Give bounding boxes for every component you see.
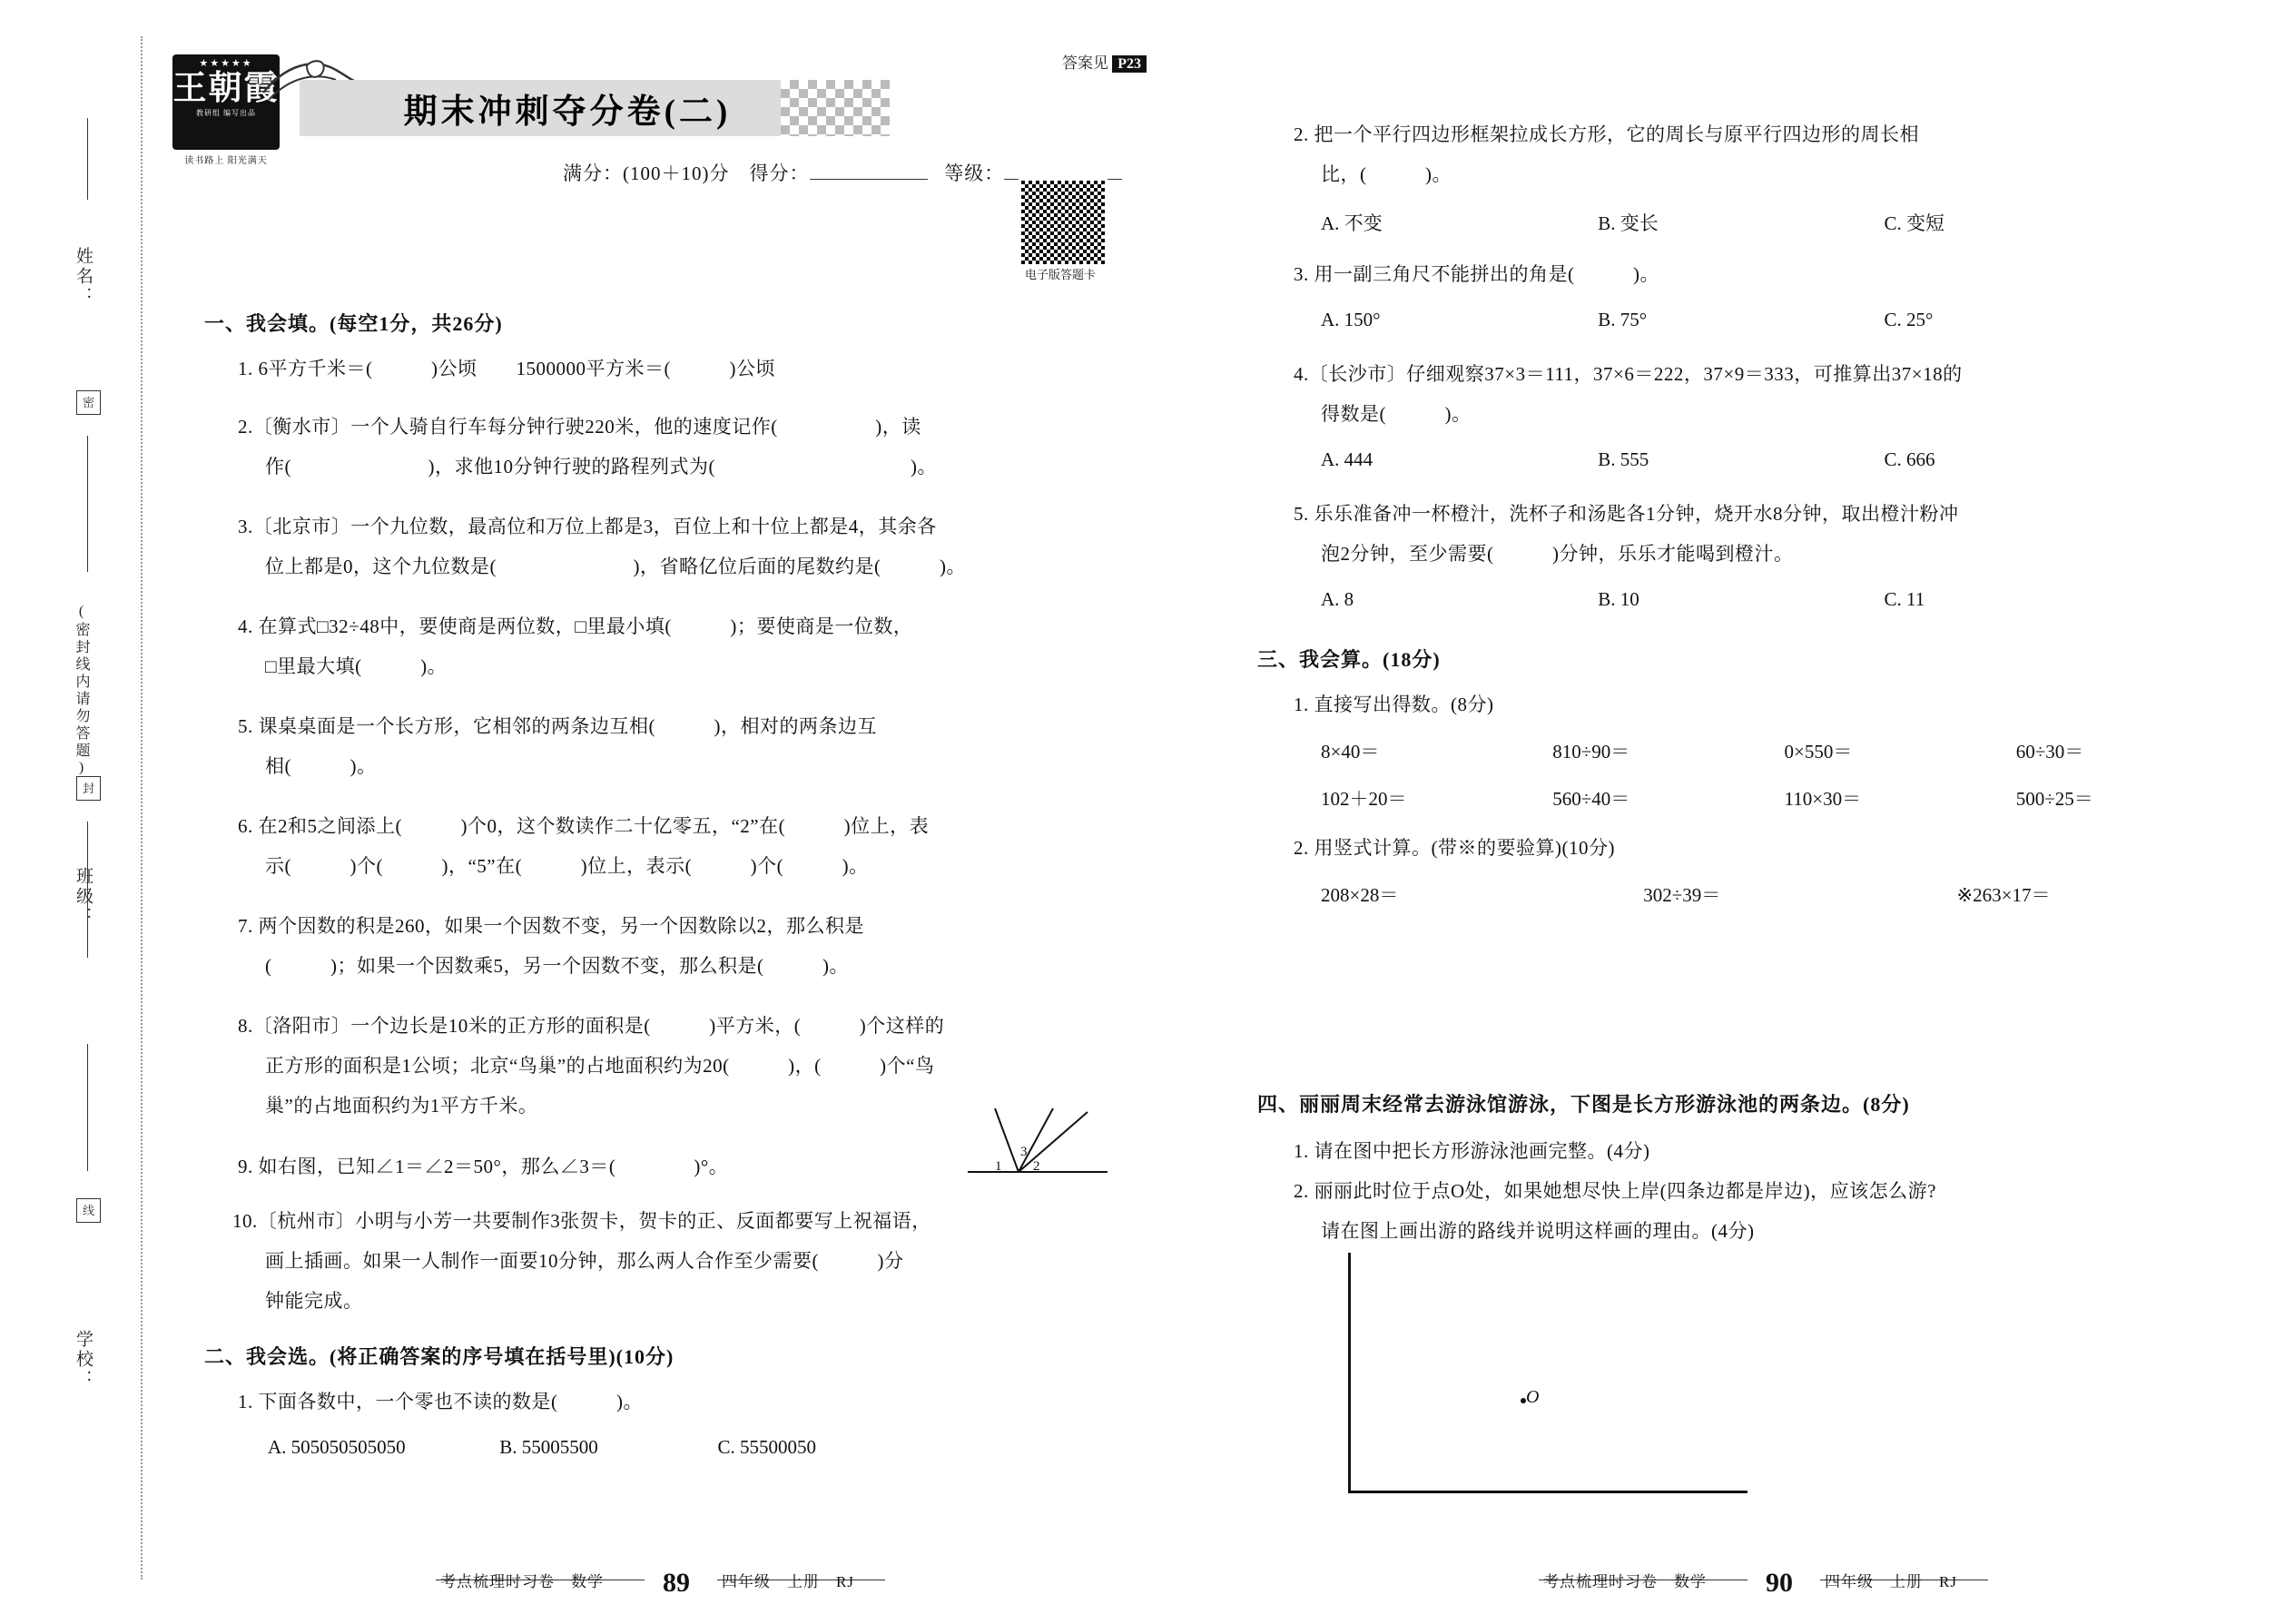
q2-3: 3. 用一副三角尺不能拼出的角是( )。 [1294,263,1659,285]
section-3-heading: 三、我会算。(18分) [1257,648,1441,671]
q1-4a: 4. 在算式□32÷48中，要使商是两位数，□里最小填( )；要使商是一位数， [238,615,913,637]
q1-5b: 相( )。 [265,755,377,777]
calc-3-3[interactable]: ※263×17＝ [1956,884,2051,906]
q2-2-option-c[interactable]: C. 变短 [1884,212,1945,234]
point-o-label: O [1526,1387,1540,1407]
q2-5b: 泡2分钟，至少需要( )分钟，乐乐才能喝到橙汁。 [1321,543,1794,565]
q2-3-options [1321,309,2229,331]
q1-8b: 正方形的面积是1公顷；北京“鸟巢”的占地面积约为20( )，( )个“鸟 [265,1055,935,1077]
margin-rule-3 [87,822,88,958]
seal-note: (密封线内请勿答题) [74,604,89,778]
logo-stars: ★★★★★ [199,58,253,69]
answer-ref-page: P23 [1112,55,1147,73]
brand-logo [172,54,286,168]
q2-5-options [1321,588,2229,611]
q2-2-options [1321,209,2229,236]
q2-2-option-b[interactable]: B. 变长 [1598,212,1659,234]
q2-1: 1. 下面各数中，一个零也不读的数是( )。 [238,1391,643,1412]
q2-3-option-a[interactable]: A. 150° [1321,309,1381,330]
q2-3-option-b[interactable]: B. 75° [1598,309,1648,330]
section-4-q2b: 请在图上画出游的路线并说明这样画的理由。(4分) [1321,1220,1755,1242]
calc-3-2[interactable]: 302÷39＝ [1643,884,1721,906]
section-3-row2 [1321,784,2247,812]
q1-2b: 作( )，求他10分钟行驶的路程列式为( )。 [265,456,937,477]
q2-4a: 4.〔长沙市〕仔细观察37×3＝111，37×6＝222，37×9＝333，可推算出37×18的 [1294,363,1963,385]
pool-bottom-edge [1348,1491,1748,1493]
seal-box-1: 密 [76,390,101,415]
q2-1-option-c[interactable]: C. 55500050 [717,1436,817,1458]
q1-10c: 钟能完成。 [265,1290,363,1312]
q1-10a: 10.〔杭州市〕小明与小芳一共要制作3张贺卡，贺卡的正、反面都要写上祝福语， [232,1210,931,1232]
q2-1-options [268,1436,958,1459]
q2-2-option-a[interactable]: A. 不变 [1321,212,1383,234]
section-3-row3 [1321,881,2247,908]
cut-line [141,36,143,1580]
q2-5-option-b[interactable]: B. 10 [1598,588,1639,610]
right-page [1230,0,2294,1624]
calc-1-2[interactable]: 810÷90＝ [1552,741,1630,763]
score-blank[interactable] [810,179,928,180]
calc-1-4[interactable]: 60÷30＝ [2015,741,2084,763]
school-label: 学校： [74,1330,93,1390]
calc-2-4[interactable]: 500÷25＝ [2015,788,2093,810]
q2-4-option-c[interactable]: C. 666 [1884,448,1935,470]
q2-4-option-a[interactable]: A. 444 [1321,448,1373,470]
q1-7a: 7. 两个因数的积是260，如果一个因数不变，另一个因数除以2，那么积是 [238,915,864,937]
calc-2-1[interactable]: 102＋20＝ [1321,788,1407,810]
right-footer-right: 四年级 上册 RJ [1825,1573,1957,1590]
section-3-sub2: 2. 用竖式计算。(带※的要验算)(10分) [1294,837,1615,859]
left-page-number: 89 [663,1568,690,1598]
section-3-sub1: 1. 直接写出得数。(8分) [1294,694,1494,715]
pool-left-edge [1348,1253,1351,1493]
section-4-q2a: 2. 丽丽此时位于点O处，如果她想尽快上岸(四条边都是岸边)，应该怎么游? [1294,1180,1936,1202]
section-3-row1 [1321,737,2247,764]
q2-2a: 2. 把一个平行四边形框架拉成长方形，它的周长与原平行四边形的周长相 [1294,123,1919,145]
q1-4b: □里最大填( )。 [265,655,448,677]
q1-7b: ( )；如果一个因数乘5，另一个因数不变，那么积是( )。 [265,955,849,977]
q2-3-option-c[interactable]: C. 25° [1884,309,1934,330]
grade-label: 等级： [944,162,1005,184]
q2-5-option-c[interactable]: C. 11 [1884,588,1925,610]
class-label: 班级： [74,867,93,927]
calc-2-2[interactable]: 560÷40＝ [1552,788,1630,810]
qr-code[interactable] [1019,178,1108,267]
q2-1-option-a[interactable]: A. 505050505050 [268,1436,406,1458]
score-label: 满分：(100＋10)分 得分： [563,162,810,184]
q2-4b: 得数是( )。 [1321,403,1472,425]
answer-ref-label: 答案见 [1062,54,1108,72]
section-1-heading: 一、我会填。(每空1分，共26分) [204,312,503,335]
q1-1: 1. 6平方千米＝( )公顷 1500000平方米＝( )公顷 [238,358,775,379]
calc-1-1[interactable]: 8×40＝ [1321,741,1380,763]
q1-6a: 6. 在2和5之间添上( )个0，这个数读作二十亿零五，“2”在( )位上，表 [238,815,930,837]
left-footer-left: 考点梳理时习卷 数学 [440,1573,604,1590]
right-footer-left: 考点梳理时习卷 数学 [1543,1573,1707,1590]
q1-10b: 画上插画。如果一人制作一面要10分钟，那么两人合作至少需要( )分 [265,1250,904,1272]
angle-diagram [962,1103,1117,1180]
section-4-heading: 四、丽丽周末经常去游泳馆游泳，下图是长方形游泳池的两条边。(8分) [1257,1093,1910,1116]
logo-brand-name: 王朝霞 [172,70,280,107]
calc-3-1[interactable]: 208×28＝ [1321,884,1399,906]
q2-2b: 比，( )。 [1321,163,1452,185]
qr-caption: 电子版答题卡 [1024,268,1096,281]
q2-4-option-b[interactable]: B. 555 [1598,448,1649,470]
section-2-heading: 二、我会选。(将正确答案的序号填在括号里)(10分) [204,1345,674,1368]
calc-1-3[interactable]: 0×550＝ [1784,741,1853,763]
q1-8c: 巢”的占地面积约为1平方千米。 [265,1095,538,1117]
seal-box-2: 封 [76,776,101,801]
margin-rule-1 [87,118,88,200]
margin-rule-2 [87,436,88,572]
q1-6b: 示( )个( )，“5”在( )位上，表示( )个( )。 [265,855,869,877]
svg-text:3: 3 [1020,1145,1028,1159]
q1-2a: 2.〔衡水市〕一个人骑自行车每分钟行驶220米，他的速度记作( )，读 [238,416,921,438]
q2-1-option-b[interactable]: B. 55005500 [499,1436,598,1458]
page-title: 期末冲刺夺分卷(二) [403,94,732,131]
logo-subtitle-2: 读书路上 阳光满天 [184,156,268,166]
q1-5a: 5. 课桌桌面是一个长方形，它相邻的两条边互相( )，相对的两条边互 [238,715,877,737]
q2-5a: 5. 乐乐准备冲一杯橙汁，洗杯子和汤匙各1分钟，烧开水8分钟，取出橙汁粉冲 [1294,503,1959,525]
section-4-q1: 1. 请在图中把长方形游泳池画完整。(4分) [1294,1140,1650,1162]
logo-subtitle-1: 教研组 编写出品 [196,109,256,117]
left-footer-right: 四年级 上册 RJ [722,1573,854,1590]
calc-2-3[interactable]: 110×30＝ [1784,788,1862,810]
q2-5-option-a[interactable]: A. 8 [1321,588,1354,610]
answer-reference [1062,50,1147,73]
svg-text:2: 2 [1033,1159,1040,1174]
q1-3b: 位上都是0，这个九位数是( )，省略亿位后面的尾数约是( )。 [265,556,966,577]
q2-4-options [1321,448,2229,471]
pool-diagram [1348,1253,1748,1493]
name-label: 姓名： [74,247,93,307]
q1-8a: 8.〔洛阳市〕一个边长是10米的正方形的面积是( )平方米，( )个这样的 [238,1015,945,1037]
margin-rule-4 [87,1044,88,1171]
seal-box-3: 线 [76,1198,101,1223]
q1-9: 9. 如右图，已知∠1＝∠2＝50°，那么∠3＝( )°。 [238,1156,729,1177]
svg-text:1: 1 [995,1159,1002,1174]
q1-3a: 3.〔北京市〕一个九位数，最高位和万位上都是3，百位上和十位上都是4，其余各 [238,516,937,537]
right-page-number: 90 [1766,1568,1793,1598]
